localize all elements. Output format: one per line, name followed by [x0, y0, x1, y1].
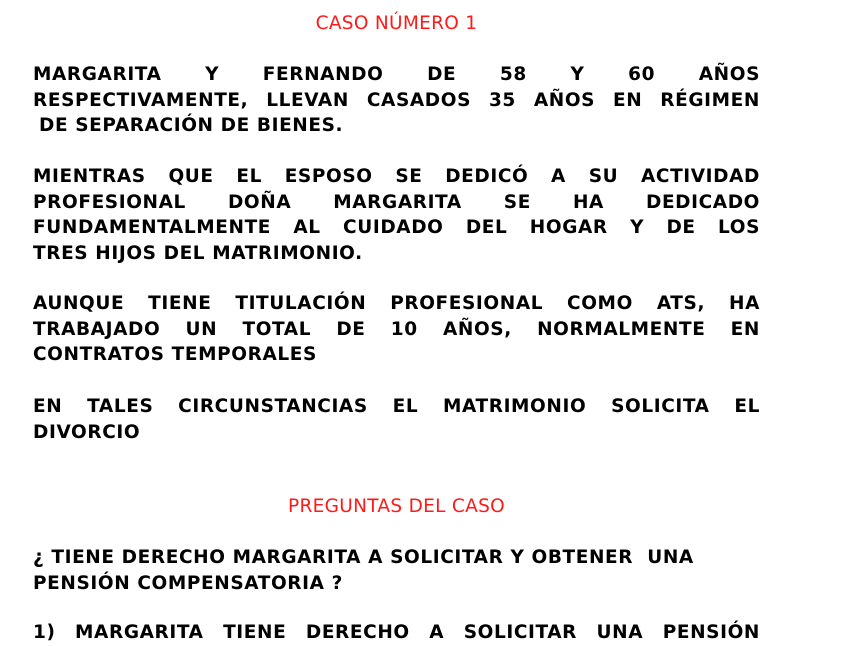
question-text — [33, 545, 760, 596]
text-line: AUNQUE TIENE TITULACIÓN PROFESIONAL COMO ATS, HA — [33, 293, 760, 314]
answer-text — [33, 620, 760, 646]
text-line: 1) MARGARITA TIENE DERECHO A SOLICITAR UNA PENSIÓN — [33, 622, 760, 643]
text-line: TRES HIJOS DEL MATRIMONIO. — [33, 242, 363, 264]
text-line: CONTRATOS TEMPORALES — [33, 344, 317, 365]
text-line: ¿ TIENE DERECHO MARGARITA A SOLICITAR Y OBTENER UNA — [33, 547, 694, 568]
text-line: TRABAJADO UN TOTAL DE 10 AÑOS, NORMALMENTE EN — [33, 318, 760, 340]
paragraph-employment — [33, 291, 760, 368]
text-line: DE SEPARACIÓN DE BIENES. — [39, 115, 344, 136]
text-line: RESPECTIVAMENTE, LLEVAN CASADOS 35 AÑOS EN RÉGIMEN — [33, 89, 760, 111]
text-line: PROFESIONAL DOÑA MARGARITA SE HA DEDICADO — [33, 191, 760, 213]
questions-title: PREGUNTAS DEL CASO — [288, 496, 505, 517]
paragraph-intro — [33, 62, 760, 139]
case-title: CASO NÚMERO 1 — [315, 13, 478, 34]
text-line: MIENTRAS QUE EL ESPOSO SE DEDICÓ A SU ACTIVIDAD — [33, 166, 760, 187]
text-line: FUNDAMENTALMENTE AL CUIDADO DEL HOGAR Y DE LOS — [33, 217, 760, 238]
paragraph-divorce — [33, 394, 760, 445]
paragraph-dedication — [33, 164, 760, 266]
text-line: PENSIÓN COMPENSATORIA ? — [33, 572, 343, 594]
document-page — [33, 0, 760, 643]
text-line: EN TALES CIRCUNSTANCIAS EL MATRIMONIO SOLICITA EL — [33, 396, 760, 417]
text-line: MARGARITA Y FERNANDO DE 58 Y 60 AÑOS — [33, 64, 760, 85]
text-line: DIVORCIO — [33, 421, 141, 443]
